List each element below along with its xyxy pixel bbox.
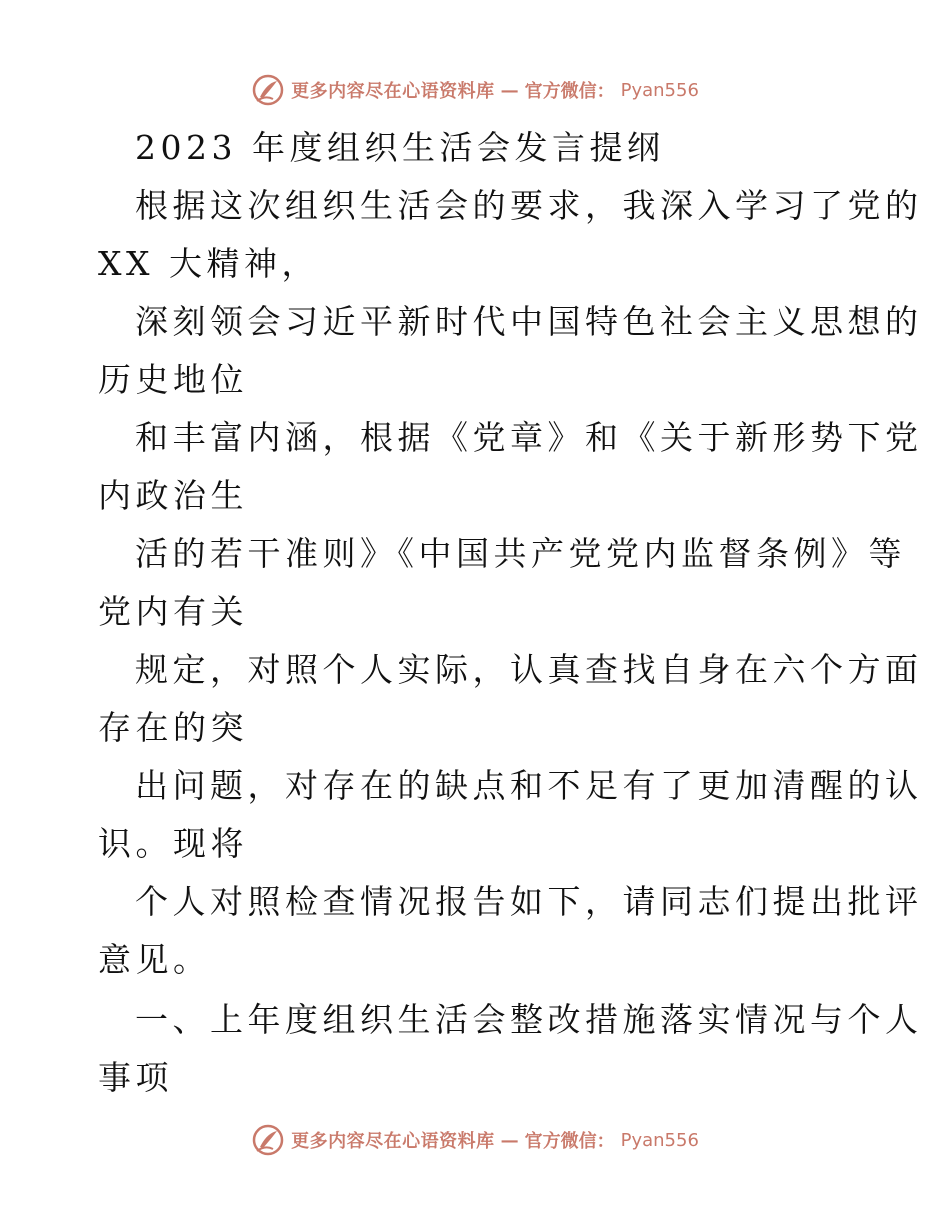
body-line: 和丰富内涵，根据《党章》和《关于新形势下党 bbox=[135, 418, 923, 457]
watermark-site-text: 更多内容尽在心语资料库 bbox=[291, 1131, 495, 1152]
watermark-site-text: 更多内容尽在心语资料库 bbox=[291, 81, 495, 102]
watermark-contact-value: Pyan556 bbox=[620, 79, 699, 101]
body-line: 党内有关 bbox=[98, 592, 248, 631]
body-line: 出问题，对存在的缺点和不足有了更加清醒的认 bbox=[135, 766, 923, 805]
watermark-contact-label: 官方微信： bbox=[524, 81, 615, 102]
body-line: 活的若干准则》《中国共产党党内监督条例》等 bbox=[135, 534, 906, 573]
body-line: 历史地位 bbox=[98, 360, 248, 399]
watermark-separator: — bbox=[500, 1129, 519, 1151]
body-line: 内政治生 bbox=[98, 476, 248, 515]
body-line: 个人对照检查情况报告如下，请同志们提出批评 bbox=[135, 882, 923, 921]
brush-logo-icon bbox=[251, 73, 285, 107]
brush-logo-icon bbox=[251, 1123, 285, 1157]
body-line: XX 大精神， bbox=[98, 244, 319, 283]
section-heading: 一、上年度组织生活会整改措施落实情况与个人 bbox=[135, 1000, 923, 1039]
watermark-contact-label: 官方微信： bbox=[524, 1131, 615, 1152]
document-title: 2023 年度组织生活会发言提纲 bbox=[135, 128, 665, 167]
footer-watermark bbox=[0, 1120, 950, 1160]
body-line: 根据这次组织生活会的要求，我深入学习了党的 bbox=[135, 186, 923, 225]
section-heading-continued: 事项 bbox=[98, 1058, 173, 1097]
watermark-separator: — bbox=[500, 79, 519, 101]
body-line: 深刻领会习近平新时代中国特色社会主义思想的 bbox=[135, 302, 923, 341]
body-line: 识。现将 bbox=[98, 824, 248, 863]
body-line: 规定，对照个人实际，认真查找自身在六个方面 bbox=[135, 650, 923, 689]
body-line: 存在的突 bbox=[98, 708, 248, 747]
body-line: 意见。 bbox=[98, 940, 211, 979]
watermark-contact-value: Pyan556 bbox=[620, 1129, 699, 1151]
header-watermark bbox=[0, 70, 950, 110]
